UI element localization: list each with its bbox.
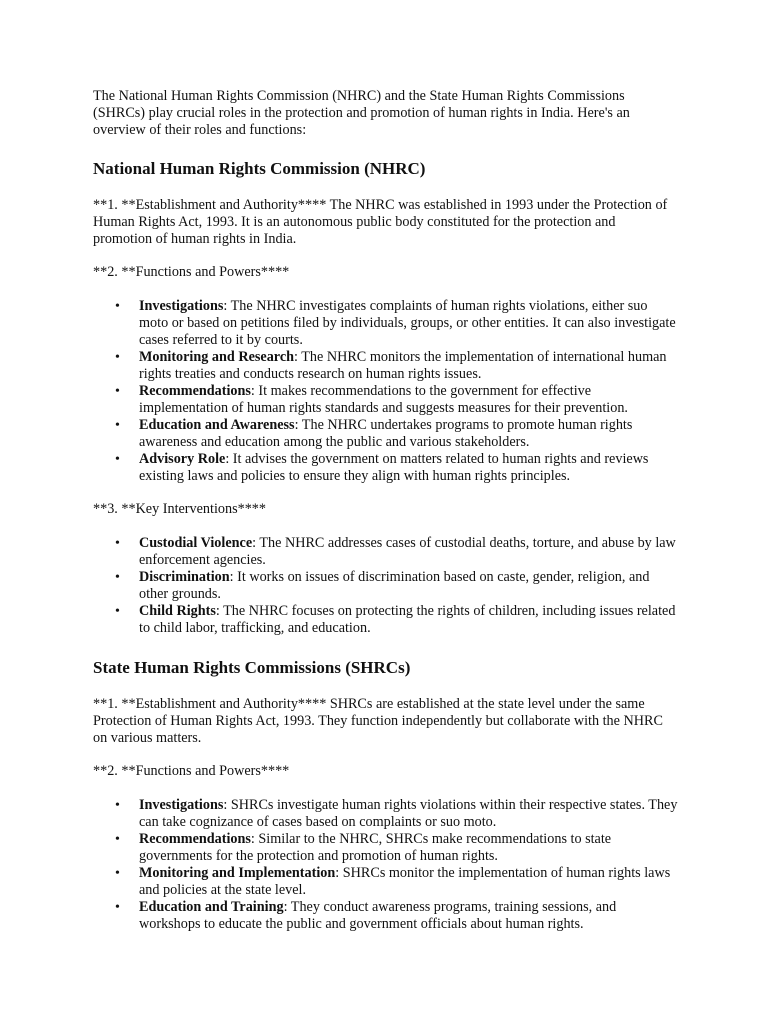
- list-item-term: Education and Awareness: [139, 417, 295, 433]
- list-item: [139, 831, 678, 865]
- list-item-term: Discrimination: [139, 569, 230, 585]
- nhrc-heading: National Human Rights Commission (NHRC): [93, 159, 426, 178]
- nhrc-functions-list: [93, 298, 678, 485]
- document-page: [93, 88, 678, 949]
- list-item-term: Custodial Violence: [139, 535, 253, 551]
- list-item: [139, 797, 678, 831]
- list-item-text: : Similar to the NHRC, SHRCs make recommendations to state governments for the protection and promotion of human rights.: [139, 831, 612, 864]
- nhrc-interventions-heading: **3. **Key Interventions****: [93, 501, 266, 517]
- list-item-text: : It makes recommendations to the government for effective implementation of human rights standards and suggests measures for their prevention.: [139, 383, 628, 416]
- shrc-functions-list: [93, 797, 678, 933]
- list-item-term: Investigations: [139, 797, 224, 813]
- list-item-term: Investigations: [139, 298, 224, 314]
- list-item: [139, 451, 678, 485]
- shrc-functions-heading: **2. **Functions and Powers****: [93, 763, 290, 779]
- shrc-heading: State Human Rights Commissions (SHRCs): [93, 658, 411, 677]
- list-item-text: : The NHRC focuses on protecting the rights of children, including issues related to child labor, trafficking, and education.: [139, 603, 676, 636]
- list-item-text: : SHRCs investigate human rights violations within their respective states. They can take cognizance of cases based on complaints or suo moto.: [139, 797, 678, 830]
- list-item-text: : The NHRC investigates complaints of human rights violations, either suo moto or based on petitions filed by individuals, groups, or other entities. It can also investigate cases referred to it by courts.: [139, 298, 676, 348]
- list-item-text: : It works on issues of discrimination based on caste, gender, religion, and other grounds.: [139, 569, 650, 602]
- list-item-text: : SHRCs monitor the implementation of human rights laws and policies at the state level.: [139, 865, 671, 898]
- list-item-term: Recommendations: [139, 383, 251, 399]
- intro-paragraph: The National Human Rights Commission (NHRC) and the State Human Rights Commissions (SHRCs) play crucial roles in the protection and promotion of human rights in India. Here's an overview of their roles and functions:: [93, 88, 630, 138]
- list-item: [139, 603, 678, 637]
- list-item: [139, 349, 678, 383]
- list-item: [139, 383, 678, 417]
- list-item: [139, 899, 678, 933]
- list-item-text: : The NHRC addresses cases of custodial deaths, torture, and abuse by law enforcement agencies.: [139, 535, 676, 568]
- list-item-term: Child Rights: [139, 603, 216, 619]
- nhrc-functions-heading: **2. **Functions and Powers****: [93, 264, 290, 280]
- list-item-term: Education and Training: [139, 899, 284, 915]
- list-item: [139, 569, 678, 603]
- list-item: [139, 535, 678, 569]
- list-item: [139, 298, 678, 349]
- list-item-text: : They conduct awareness programs, training sessions, and workshops to educate the public and government officials about human rights.: [139, 899, 617, 932]
- nhrc-establishment-paragraph: **1. **Establishment and Authority**** The NHRC was established in 1993 under the Protection of Human Rights Act, 1993. It is an autonomous public body constituted for the protection and promotion of human rights in India.: [93, 197, 668, 247]
- list-item-term: Monitoring and Research: [139, 349, 295, 365]
- list-item-term: Advisory Role: [139, 451, 226, 467]
- list-item: [139, 865, 678, 899]
- list-item-term: Recommendations: [139, 831, 251, 847]
- nhrc-interventions-list: [93, 535, 678, 637]
- list-item-term: Monitoring and Implementation: [139, 865, 336, 881]
- shrc-establishment-paragraph: **1. **Establishment and Authority**** SHRCs are established at the state level under the same Protection of Human Rights Act, 1993. They function independently but collaborate with the NHRC on various matters.: [93, 696, 663, 746]
- list-item: [139, 417, 678, 451]
- list-item-text: : The NHRC undertakes programs to promote human rights awareness and education among the public and various stakeholders.: [139, 417, 633, 450]
- list-item-text: : The NHRC monitors the implementation of international human rights treaties and conducts research on human rights issues.: [139, 349, 667, 382]
- list-item-text: : It advises the government on matters related to human rights and reviews existing laws and policies to ensure they align with human rights principles.: [139, 451, 649, 484]
